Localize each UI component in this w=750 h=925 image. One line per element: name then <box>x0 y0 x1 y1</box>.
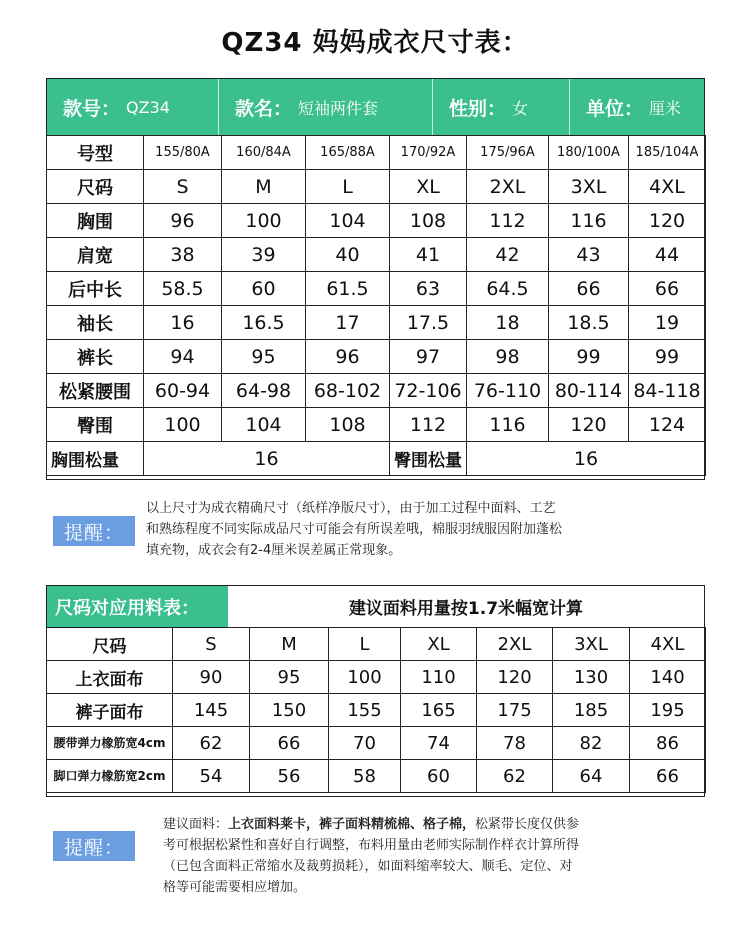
size-cell: 96 <box>144 204 222 238</box>
fabric-table-header <box>47 586 704 627</box>
fabric-cell: 3XL <box>553 628 630 661</box>
row-label: 上衣面布 <box>47 661 173 694</box>
fabric-cell: 175 <box>477 694 553 727</box>
size-cell: 104 <box>222 408 306 442</box>
fabric-cell: 140 <box>630 661 706 694</box>
size-cell: 170/92A <box>390 136 467 170</box>
size-cell: 60-94 <box>144 374 222 408</box>
size-cell: M <box>222 170 306 204</box>
size-cell: 155/80A <box>144 136 222 170</box>
fabric-cell: 155 <box>329 694 401 727</box>
fabric-cell: 120 <box>477 661 553 694</box>
note-prefix: 建议面料： <box>163 817 229 832</box>
style-name-label: 款名： <box>235 97 293 120</box>
fabric-row <box>47 760 706 793</box>
size-cell: 66 <box>549 272 629 306</box>
unit-label: 单位： <box>586 97 644 120</box>
fabric-cell: 62 <box>173 727 250 760</box>
size-row <box>47 374 706 408</box>
fabric-cell: 90 <box>173 661 250 694</box>
note-line: 和熟练程度不同实际成品尺寸可能会有所误差哦，棉服羽绒服因附加蓬松 <box>146 522 563 537</box>
style-number-cell <box>47 79 219 135</box>
size-cell: 124 <box>629 408 706 442</box>
size-cell: 100 <box>144 408 222 442</box>
size-cell: 165/88A <box>306 136 390 170</box>
size-cell: 40 <box>306 238 390 272</box>
gender-cell <box>433 79 570 135</box>
size-cell: L <box>306 170 390 204</box>
size-grid <box>46 135 706 476</box>
size-cell: 66 <box>629 272 706 306</box>
fabric-cell: 70 <box>329 727 401 760</box>
product-info-bar <box>47 79 704 135</box>
gender-value: 女 <box>512 98 529 118</box>
size-cell: 108 <box>306 408 390 442</box>
fabric-cell: 56 <box>250 760 329 793</box>
size-cell: 175/96A <box>467 136 549 170</box>
fabric-cell: 86 <box>630 727 706 760</box>
size-cell: 99 <box>629 340 706 374</box>
size-cell: 2XL <box>467 170 549 204</box>
size-cell: 61.5 <box>306 272 390 306</box>
fabric-cell: 100 <box>329 661 401 694</box>
size-cell: 180/100A <box>549 136 629 170</box>
row-label: 裤子面布 <box>47 694 173 727</box>
page-title: QZ34 妈妈成衣尺寸表： <box>221 28 529 58</box>
row-label: 裤长 <box>47 340 144 374</box>
fabric-cell: 195 <box>630 694 706 727</box>
size-cell: 112 <box>390 408 467 442</box>
size-row <box>47 272 706 306</box>
size-cell: 41 <box>390 238 467 272</box>
row-label: 胸围 <box>47 204 144 238</box>
size-cell: 104 <box>306 204 390 238</box>
size-cell: 3XL <box>549 170 629 204</box>
fabric-cell: M <box>250 628 329 661</box>
fabric-cell: 150 <box>250 694 329 727</box>
size-cell: XL <box>390 170 467 204</box>
size-cell: 120 <box>549 408 629 442</box>
size-cell: S <box>144 170 222 204</box>
note-line: （已包含面料正常缩水及裁剪损耗），如面料缩率较大、顺毛、定位、对 <box>163 859 573 874</box>
row-label: 肩宽 <box>47 238 144 272</box>
size-cell: 72-106 <box>390 374 467 408</box>
row-label: 后中长 <box>47 272 144 306</box>
style-number-label: 款号： <box>63 97 121 120</box>
size-cell: 95 <box>222 340 306 374</box>
fabric-cell: 95 <box>250 661 329 694</box>
size-row <box>47 204 706 238</box>
note-line: 以上尺寸为成衣精确尺寸（纸样净版尺寸），由于加工过程中面料、工艺 <box>146 501 556 516</box>
unit-cell <box>570 79 704 135</box>
size-cell: 160/84A <box>222 136 306 170</box>
fabric-usage-table <box>46 585 705 797</box>
unit-value: 厘米 <box>649 98 682 118</box>
fabric-cell: 110 <box>401 661 477 694</box>
size-cell: 100 <box>222 204 306 238</box>
size-cell: 80-114 <box>549 374 629 408</box>
fabric-cell: 165 <box>401 694 477 727</box>
fabric-cell: L <box>329 628 401 661</box>
row-label: 尺码 <box>47 628 173 661</box>
size-cell: 116 <box>467 408 549 442</box>
fabric-row <box>47 661 706 694</box>
size-cell: 68-102 <box>306 374 390 408</box>
reminder-note <box>146 498 706 561</box>
size-cell: 64.5 <box>467 272 549 306</box>
size-cell: 39 <box>222 238 306 272</box>
size-cell: 99 <box>549 340 629 374</box>
size-cell: 44 <box>629 238 706 272</box>
fabric-cell: 4XL <box>630 628 706 661</box>
style-name-value: 短袖两件套 <box>298 98 379 118</box>
size-cell: 185/104A <box>629 136 706 170</box>
size-cell: 108 <box>390 204 467 238</box>
note-line: 填充物，成衣会有2-4厘米误差属正常现象。 <box>146 543 402 558</box>
row-label: 袖长 <box>47 306 144 340</box>
row-label: 号型 <box>47 136 144 170</box>
fabric-cell: 185 <box>553 694 630 727</box>
size-cell: 84-118 <box>629 374 706 408</box>
style-name-cell <box>219 79 433 135</box>
note-fabric-recommendation: 上衣面料莱卡，裤子面料精梳棉、格子棉， <box>228 817 476 832</box>
note-suffix: 松紧带长度仅供参 <box>475 817 580 832</box>
size-row <box>47 408 706 442</box>
size-cell: 97 <box>390 340 467 374</box>
reminder-tag: 提醒： <box>53 516 135 546</box>
size-cell: 120 <box>629 204 706 238</box>
fabric-cell: 78 <box>477 727 553 760</box>
size-cell: 17.5 <box>390 306 467 340</box>
fabric-cell: 82 <box>553 727 630 760</box>
size-cell: 116 <box>549 204 629 238</box>
size-cell: 63 <box>390 272 467 306</box>
chest-ease-label: 胸围松量 <box>47 442 144 476</box>
reminder-tag-2: 提醒： <box>53 831 135 861</box>
size-cell: 58.5 <box>144 272 222 306</box>
note-line <box>163 814 711 835</box>
row-label: 脚口弹力橡筋宽2cm <box>47 760 173 793</box>
fabric-width-note: 建议面料用量按1.7米幅宽计算 <box>348 599 584 619</box>
ease-row <box>47 442 706 476</box>
size-cell: 60 <box>222 272 306 306</box>
size-row <box>47 306 706 340</box>
hip-ease-label: 臀围松量 <box>390 442 467 476</box>
size-cell: 112 <box>467 204 549 238</box>
size-cell: 17 <box>306 306 390 340</box>
row-label: 尺码 <box>47 170 144 204</box>
size-cell: 18 <box>467 306 549 340</box>
size-cell: 18.5 <box>549 306 629 340</box>
gender-label: 性别： <box>449 97 507 120</box>
fabric-grid <box>46 627 706 793</box>
fabric-cell: 130 <box>553 661 630 694</box>
fabric-table-title: 尺码对应用料表： <box>47 586 228 627</box>
fabric-cell: 74 <box>401 727 477 760</box>
size-cell: 42 <box>467 238 549 272</box>
size-cell: 16.5 <box>222 306 306 340</box>
fabric-cell: 145 <box>173 694 250 727</box>
fabric-cell: XL <box>401 628 477 661</box>
size-row <box>47 170 706 204</box>
fabric-row <box>47 694 706 727</box>
fabric-cell: 62 <box>477 760 553 793</box>
fabric-cell: 2XL <box>477 628 553 661</box>
fabric-cell: 60 <box>401 760 477 793</box>
row-label: 松紧腰围 <box>47 374 144 408</box>
fabric-cell: 66 <box>630 760 706 793</box>
hip-ease-value: 16 <box>467 442 706 476</box>
fabric-cell: S <box>173 628 250 661</box>
size-row <box>47 340 706 374</box>
note-line: 格等可能需要相应增加。 <box>163 880 307 895</box>
size-cell: 98 <box>467 340 549 374</box>
fabric-reminder-note <box>163 814 711 898</box>
size-cell: 94 <box>144 340 222 374</box>
size-cell: 4XL <box>629 170 706 204</box>
size-cell: 96 <box>306 340 390 374</box>
size-cell: 38 <box>144 238 222 272</box>
fabric-cell: 58 <box>329 760 401 793</box>
size-cell: 64-98 <box>222 374 306 408</box>
size-cell: 19 <box>629 306 706 340</box>
chest-ease-value: 16 <box>144 442 390 476</box>
size-cell: 43 <box>549 238 629 272</box>
fabric-row <box>47 727 706 760</box>
fabric-cell: 54 <box>173 760 250 793</box>
size-row <box>47 238 706 272</box>
size-cell: 76-110 <box>467 374 549 408</box>
fabric-cell: 66 <box>250 727 329 760</box>
style-number-value: QZ34 <box>126 97 170 117</box>
size-chart-table <box>46 78 705 480</box>
size-row <box>47 136 706 170</box>
note-line: 考可根据松紧性和喜好自行调整，布料用量由老师实际制作样衣计算所得 <box>163 838 580 853</box>
fabric-cell: 64 <box>553 760 630 793</box>
row-label: 臀围 <box>47 408 144 442</box>
row-label: 腰带弹力橡筋宽4cm <box>47 727 173 760</box>
fabric-size-row <box>47 628 706 661</box>
size-cell: 16 <box>144 306 222 340</box>
